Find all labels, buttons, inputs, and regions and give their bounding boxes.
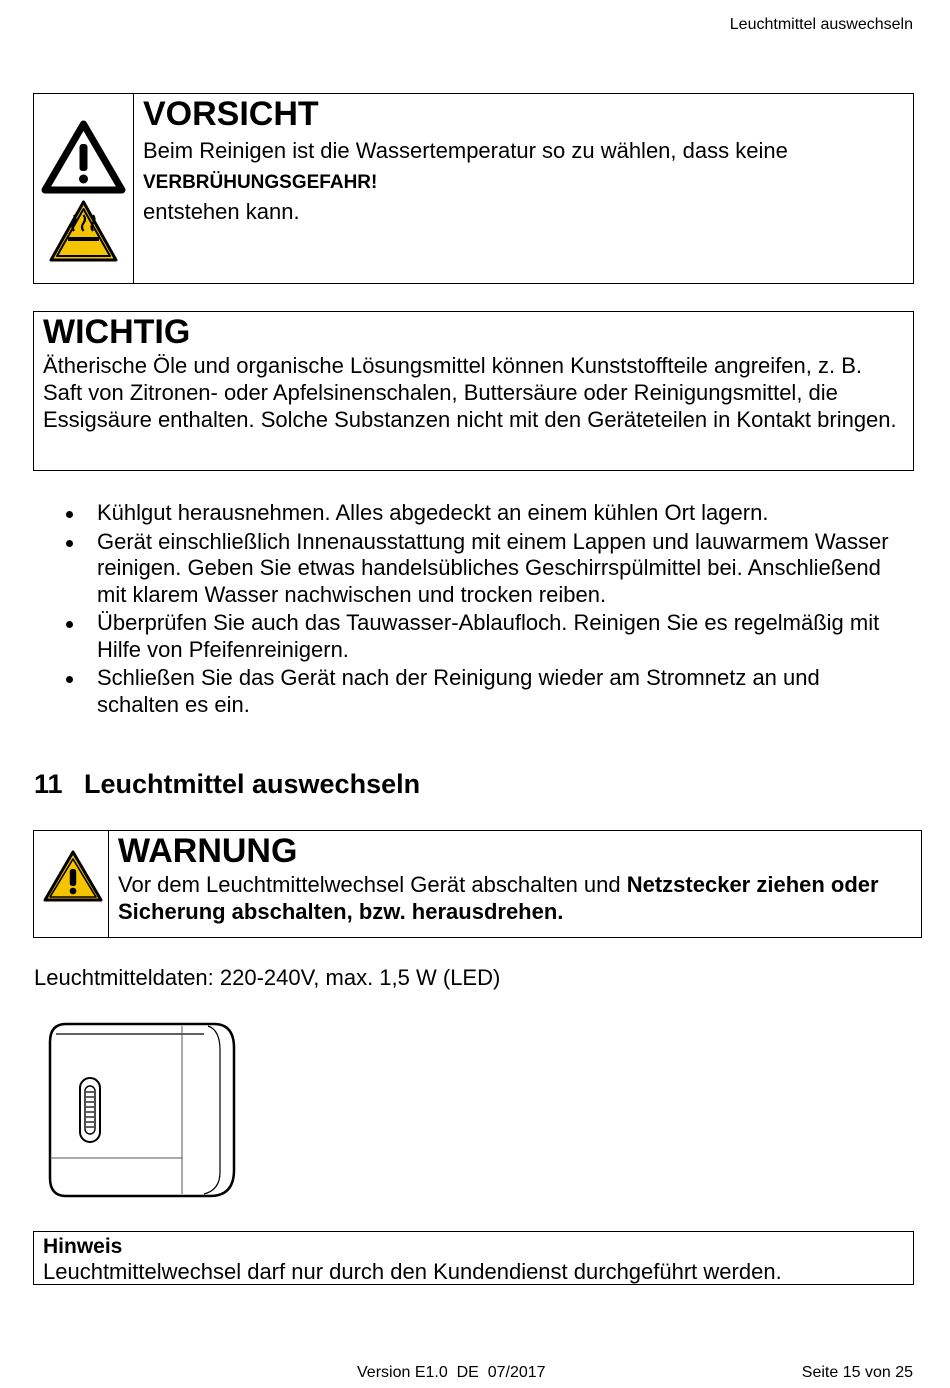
warning-triangle-icon [34,831,108,937]
note-label: Hinweis [43,1235,123,1258]
list-item [60,610,900,663]
caution-line-1: Beim Reinigen ist die Wassertemperatur so zu wählen, dass keine [143,138,788,163]
section-number: 11 [34,769,63,799]
warning-icon-column [34,831,109,937]
cleaning-instructions-list [60,500,900,720]
warning-signal-word: WARNUNG [118,832,298,870]
lamp-cover-illustration [44,1020,240,1200]
warning-box [33,830,922,938]
list-item-text: Gerät einschließlich Innenausstattung mit einem Lappen und lauwarmem Wasser reinigen. Geben Sie etwas handelsübliches Geschirrspülmittel bei. Anschließend mit klarem Wasser nachwischen und trocken reiben. [97,528,889,607]
caution-text [143,94,905,225]
warning-text-bold: Netzstecker ziehen oder Sicherung abschalten, bzw. herausdrehen. [118,872,879,924]
footer-version: Version E1.0 DE 07/2017 [357,1364,546,1381]
important-box [33,311,914,471]
lamp-specs: Leuchtmitteldaten: 220-240V, max. 1,5 W (LED) [34,965,501,990]
bullet-icon [66,621,73,628]
hot-surface-icon [51,202,116,260]
section-title: Leuchtmittel auswechseln [84,769,421,799]
warning-body [118,871,913,925]
note-box [33,1231,914,1285]
list-item-text: Schließen Sie das Gerät nach der Reinigung wieder am Stromnetz an und schalten es ein. [97,665,820,717]
caution-line-2: VERBRÜHUNGSGEFAHR! [143,172,378,193]
list-item [60,500,900,527]
caution-signal-word: VORSICHT [143,95,319,133]
warning-triangle-icon [45,124,122,190]
note-text: Leuchtmittelwechsel darf nur durch den Kundendienst durchgeführt werden. [43,1259,782,1284]
caution-line-3: entstehen kann. [143,199,300,224]
caution-icon-column [34,94,134,283]
warning-text [118,831,913,925]
important-text: Ätherische Öle und organische Lösungsmittel können Kunststoffteile angreifen, z. B. Saft von Zitronen- oder Apfelsinenschalen, Buttersäure oder Reinigungsmittel, die Essigsäure enthalten. Solche Substanzen nicht mit den Geräteteilen in Kontakt bringen. [43,353,897,432]
list-item-text: Überprüfen Sie auch das Tauwasser-Ablaufloch. Reinigen Sie es regelmäßig mit Hilfe von Pfeifenreinigern. [97,610,880,662]
section-heading [34,769,420,800]
warning-text-plain: Vor dem Leuchtmittelwechsel Gerät abschalten und [118,872,627,897]
list-item [60,665,900,718]
list-item [60,529,900,609]
page-header-title: Leuchtmittel auswechseln [729,16,913,33]
footer-page-number: Seite 15 von 25 [801,1364,913,1381]
bullet-icon [66,511,73,518]
bullet-icon [66,676,73,683]
caution-icons [34,94,133,283]
bullet-icon [66,540,73,547]
important-signal-word: WICHTIG [43,313,191,351]
caution-box [33,93,914,284]
list-item-text: Kühlgut herausnehmen. Alles abgedeckt an einem kühlen Ort lagern. [97,500,769,525]
